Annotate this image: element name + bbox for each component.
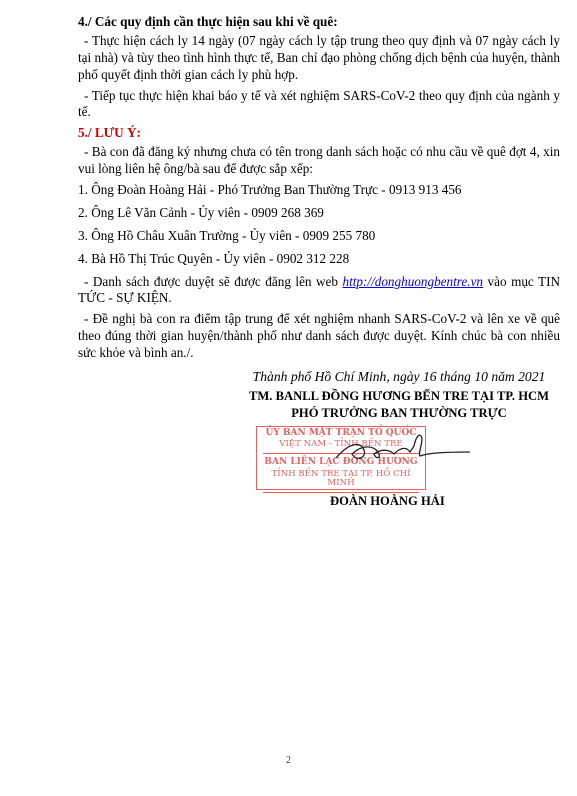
stamp-line: BAN LIÊN LẠC ĐỒNG HƯƠNG [264, 457, 418, 468]
signer-name: ĐOÀN HOÀNG HẢI [330, 494, 445, 508]
document-body [78, 14, 560, 366]
page-number: 2 [286, 755, 291, 766]
signature-role: PHÓ TRƯỞNG BAN THƯỜNG TRỰC [291, 405, 507, 420]
section-4-paragraph-1: - Thực hiện cách ly 14 ngày (07 ngày cách ly tập trung theo quy định và 07 ngày cách ly tại nhà) và tùy theo tình hình thực tế, Ban chỉ đạo phòng chống dịch bệnh của huyện, thành phố quyết định thời gian cách ly phù hợp. [78, 32, 560, 82]
signature-block [238, 368, 560, 421]
contact-item: 4. Bà Hồ Thị Trúc Quyên - Ủy viên - 0902 312 228 [78, 250, 350, 266]
handwritten-signature [330, 424, 480, 472]
list-publication-note [78, 274, 560, 308]
section-4-paragraph-2: - Tiếp tục thực hiện khai báo y tế và xét nghiệm SARS-CoV-2 theo quy định của ngành y tế. [78, 87, 560, 120]
section-5-heading: 5./ LƯU Ý: [78, 125, 141, 141]
stamp-line: TỈNH BẾN TRE TẠI TP. HỒ CHÍ MINH [271, 468, 411, 489]
list-note-prefix: - Danh sách được duyệt sẽ được đăng lên web [84, 273, 343, 289]
signature-organization: TM. BANLL ĐỒNG HƯƠNG BẾN TRE TẠI TP. HCM [249, 389, 549, 404]
closing-paragraph: - Đề nghị bà con ra điểm tập trung để xét nghiệm nhanh SARS-CoV-2 và lên xe về quê theo đúng thời gian huyện/thành phố như danh sách được duyệt. Kính chúc bà con nhiều sức khỏe và bình an./. [78, 311, 560, 361]
contact-item: 1. Ông Đoàn Hoàng Hải - Phó Trưởng Ban Thường Trực - 0913 913 456 [78, 182, 462, 198]
section-5-intro: - Bà con đã đăng ký nhưng chưa có tên trong danh sách hoặc có nhu cầu về quê đợt 4, xin vui lòng liên hệ ông/bà sau để được sắp xếp: [78, 144, 560, 177]
signature-date: Thành phố Hồ Chí Minh, ngày 16 tháng 10 năm 2021 [252, 369, 546, 384]
website-link[interactable]: http://donghuongbentre.vn [342, 273, 484, 289]
section-4-heading: 4./ Các quy định cần thực hiện sau khi về quê: [78, 14, 338, 29]
stamp-line: VIỆT NAM - TỈNH BẾN TRE [279, 439, 403, 450]
contact-item: 3. Ông Hồ Châu Xuân Trường - Ủy viên - 0909 255 780 [78, 227, 376, 243]
stamp-line: ỦY BAN MẶT TRẬN TỔ QUỐC [265, 428, 417, 438]
contact-item: 2. Ông Lê Văn Cảnh - Ủy viên - 0909 268 369 [78, 204, 324, 220]
list-note-suffix: vào mục TIN TỨC - SỰ KIỆN. [78, 273, 560, 306]
